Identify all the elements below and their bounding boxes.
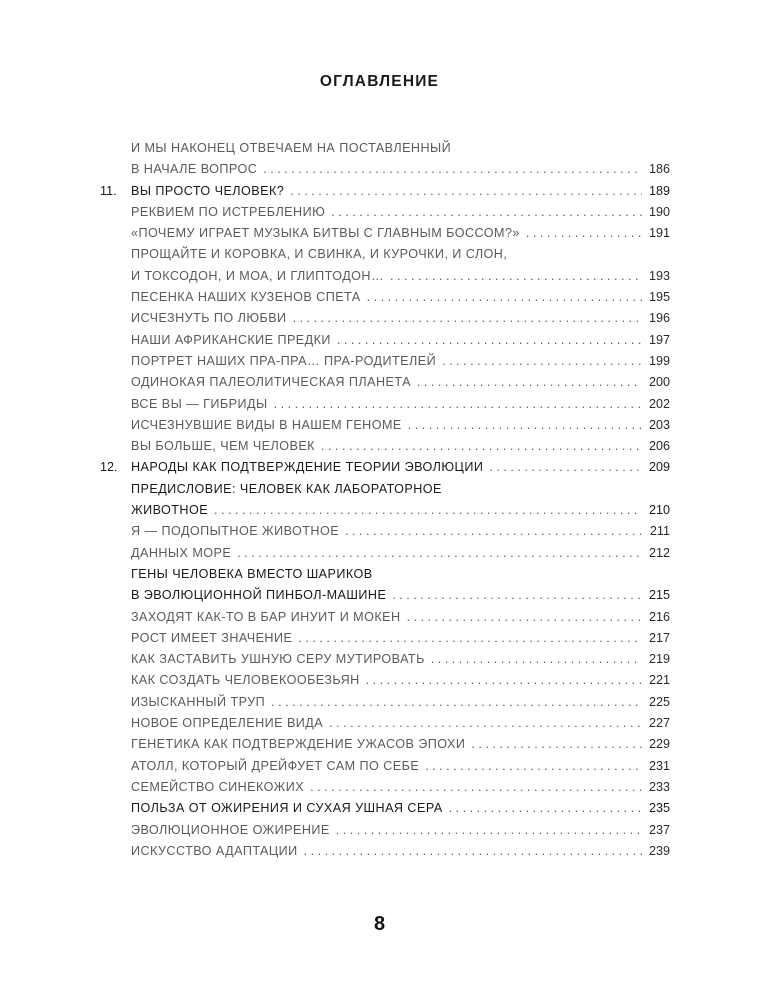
toc-entry-page: 227 — [648, 716, 670, 731]
toc-entry — [100, 670, 670, 691]
toc-entry — [100, 181, 670, 202]
toc-entry-title: ИСЧЕЗНУТЬ ПО ЛЮБВИ — [131, 311, 287, 326]
toc-entry-page: 212 — [648, 545, 670, 560]
toc-entry-title: ПОЛЬЗА ОТ ОЖИРЕНИЯ И СУХАЯ УШНАЯ СЕРА — [131, 801, 443, 816]
toc-entry — [100, 628, 670, 649]
toc-entry-title: ИСКУССТВО АДАПТАЦИИ — [131, 843, 298, 858]
toc-entry — [100, 202, 670, 223]
toc-entry-title: РОСТ ИМЕЕТ ЗНАЧЕНИЕ — [131, 630, 293, 645]
toc-entry — [100, 777, 670, 798]
chapter-number: 11. — [100, 183, 117, 198]
dot-leader — [310, 777, 642, 798]
toc-entry-title: НОВОЕ ОПРЕДЕЛЕНИЕ ВИДА — [131, 716, 324, 731]
toc-entry-title: ПРОЩАЙТЕ И КОРОВКА, И СВИНКА, И КУРОЧКИ, И СЛОН, — [131, 247, 508, 262]
toc-entry — [100, 500, 670, 521]
toc-entry-page: 211 — [649, 524, 670, 539]
page-number: 8 — [373, 913, 386, 935]
toc-entry — [100, 756, 670, 777]
dot-leader — [263, 159, 642, 180]
dot-leader — [336, 820, 642, 841]
toc-entry-page: 190 — [648, 204, 670, 219]
toc-entry-title: ГЕНЕТИКА КАК ПОДТВЕРЖДЕНИЕ УЖАСОВ ЭПОХИ — [131, 737, 466, 752]
toc-entry — [100, 798, 670, 819]
toc-entry — [100, 351, 670, 372]
dot-leader — [274, 394, 642, 415]
toc-entry-page: 216 — [648, 609, 670, 624]
toc-entry-page: 196 — [648, 311, 670, 326]
toc-entry-title: ПЕСЕНКА НАШИХ КУЗЕНОВ СПЕТА — [131, 290, 361, 305]
toc-entry-page: 215 — [648, 588, 670, 603]
dot-leader — [345, 521, 642, 542]
toc-entry-page: 209 — [648, 460, 670, 475]
toc-entry — [100, 820, 670, 841]
toc-entry-page: 193 — [648, 268, 670, 283]
toc-entry-title: ИЗЫСКАННЫЙ ТРУП — [131, 694, 266, 709]
dot-leader — [329, 713, 642, 734]
toc-entry — [100, 543, 670, 564]
toc-entry-page: 200 — [648, 375, 670, 390]
toc-entry — [100, 266, 670, 287]
dot-leader — [526, 223, 642, 244]
toc-entry — [100, 521, 670, 542]
toc-entry-title: «ПОЧЕМУ ИГРАЕТ МУЗЫКА БИТВЫ С ГЛАВНЫМ БОССОМ?» — [131, 226, 520, 241]
toc-entry — [100, 138, 670, 159]
toc-entry-title: НАШИ АФРИКАНСКИЕ ПРЕДКИ — [131, 332, 331, 347]
dot-leader — [337, 330, 642, 351]
toc-entry — [100, 457, 670, 478]
toc-entry-page: 229 — [648, 737, 670, 752]
dot-leader — [298, 628, 642, 649]
toc-entry-title: СЕМЕЙСТВО СИНЕКОЖИХ — [131, 779, 305, 794]
toc-entry-title: ПРЕДИСЛОВИЕ: ЧЕЛОВЕК КАК ЛАБОРАТОРНОЕ — [131, 481, 442, 496]
toc-entry-page: 195 — [648, 290, 670, 305]
toc-entry-title: АТОЛЛ, КОТОРЫЙ ДРЕЙФУЕТ САМ ПО СЕБЕ — [131, 758, 420, 773]
toc-entry-page: 202 — [648, 396, 670, 411]
dot-leader — [366, 670, 642, 691]
toc-entry — [100, 287, 670, 308]
toc-entry-page: 210 — [648, 503, 670, 518]
toc-entry-title: ОДИНОКАЯ ПАЛЕОЛИТИЧЕСКАЯ ПЛАНЕТА — [131, 375, 411, 390]
dot-leader — [442, 351, 642, 372]
toc-entry-page: 221 — [648, 673, 670, 688]
toc-entry-title: В НАЧАЛЕ ВОПРОС — [131, 162, 258, 177]
toc-entry — [100, 564, 670, 585]
toc-entry-title: ВЫ БОЛЬШЕ, ЧЕМ ЧЕЛОВЕК — [131, 439, 315, 454]
toc-entry-page: 186 — [648, 162, 670, 177]
toc-entry-title: ИСЧЕЗНУВШИЕ ВИДЫ В НАШЕМ ГЕНОМЕ — [131, 417, 402, 432]
toc-entry-page: 206 — [648, 439, 670, 454]
toc-entry — [100, 841, 670, 862]
toc-entry — [100, 649, 670, 670]
toc-entry — [100, 308, 670, 329]
toc-entry-title: КАК ЗАСТАВИТЬ УШНУЮ СЕРУ МУТИРОВАТЬ — [131, 652, 425, 667]
dot-leader — [304, 841, 642, 862]
toc-entry — [100, 330, 670, 351]
toc-entry-page: 189 — [648, 183, 670, 198]
toc-entry-title: ПОРТРЕТ НАШИХ ПРА-ПРА… ПРА-РОДИТЕЛЕЙ — [131, 353, 437, 368]
toc-entry — [100, 394, 670, 415]
dot-leader — [417, 372, 642, 393]
toc-entry — [100, 713, 670, 734]
toc-entry — [100, 585, 670, 606]
toc-entry — [100, 607, 670, 628]
toc-entry-title: В ЭВОЛЮЦИОННОЙ ПИНБОЛ-МАШИНЕ — [131, 588, 387, 603]
dot-leader — [214, 500, 642, 521]
dot-leader — [331, 202, 642, 223]
toc-entry-page: 217 — [648, 630, 670, 645]
page-title: ОГЛАВЛЕНИЕ — [319, 73, 440, 90]
toc-entry-title: ДАННЫХ МОРЕ — [131, 545, 232, 560]
toc-entry — [100, 372, 670, 393]
toc-entry-page: 191 — [648, 226, 670, 241]
toc-entry — [100, 692, 670, 713]
toc-entry-title: И ТОКСОДОН, И МОА, И ГЛИПТОДОН… — [131, 268, 385, 283]
toc-entry — [100, 479, 670, 500]
toc-entry — [100, 436, 670, 457]
dot-leader — [321, 436, 642, 457]
toc-entry — [100, 415, 670, 436]
toc-entry-title: ВЫ ПРОСТО ЧЕЛОВЕК? — [131, 183, 285, 198]
dot-leader — [290, 181, 642, 202]
chapter-number: 12. — [100, 460, 118, 475]
toc-entry — [100, 244, 670, 265]
dot-leader — [489, 457, 642, 478]
dot-leader — [293, 308, 642, 329]
toc-entry-title: ЖИВОТНОЕ — [131, 503, 209, 518]
dot-leader — [237, 543, 642, 564]
toc-entry-title: ЗАХОДЯТ КАК-ТО В БАР ИНУИТ И МОКЕН — [131, 609, 401, 624]
toc-entry-page: 199 — [648, 353, 670, 368]
dot-leader — [449, 798, 642, 819]
toc-entry — [100, 223, 670, 244]
toc-entry — [100, 159, 670, 180]
dot-leader — [471, 734, 642, 755]
toc-entry-page: 197 — [648, 332, 670, 347]
toc-entry-page: 219 — [648, 652, 670, 667]
dot-leader — [408, 415, 642, 436]
toc-entry-title: Я — ПОДОПЫТНОЕ ЖИВОТНОЕ — [131, 524, 340, 539]
toc-entry-title: И МЫ НАКОНЕЦ ОТВЕЧАЕМ НА ПОСТАВЛЕННЫЙ — [131, 141, 452, 155]
toc-entry-page: 203 — [648, 417, 670, 432]
toc-entry-page: 239 — [648, 843, 670, 858]
dot-leader — [367, 287, 642, 308]
dot-leader — [407, 607, 642, 628]
toc-entry-title: НАРОДЫ КАК ПОДТВЕРЖДЕНИЕ ТЕОРИИ ЭВОЛЮЦИИ — [131, 460, 484, 475]
toc-entry-page: 233 — [648, 779, 670, 794]
dot-leader — [431, 649, 642, 670]
table-of-contents — [100, 138, 670, 862]
toc-entry-title: КАК СОЗДАТЬ ЧЕЛОВЕКООБЕЗЬЯН — [131, 673, 360, 688]
dot-leader — [271, 692, 642, 713]
toc-entry-title: РЕКВИЕМ ПО ИСТРЕБЛЕНИЮ — [131, 204, 326, 219]
toc-entry-page: 237 — [648, 822, 670, 837]
toc-entry-page: 231 — [648, 758, 670, 773]
dot-leader — [390, 266, 642, 287]
toc-entry-title: ГЕНЫ ЧЕЛОВЕКА ВМЕСТО ШАРИКОВ — [131, 566, 373, 581]
dot-leader — [425, 756, 642, 777]
toc-entry-title: ЭВОЛЮЦИОННОЕ ОЖИРЕНИЕ — [131, 822, 330, 837]
toc-entry-page: 235 — [648, 801, 670, 816]
dot-leader — [392, 585, 642, 606]
toc-entry-title: ВСЕ ВЫ — ГИБРИДЫ — [131, 396, 268, 411]
toc-entry — [100, 734, 670, 755]
toc-entry-page: 225 — [648, 694, 670, 709]
